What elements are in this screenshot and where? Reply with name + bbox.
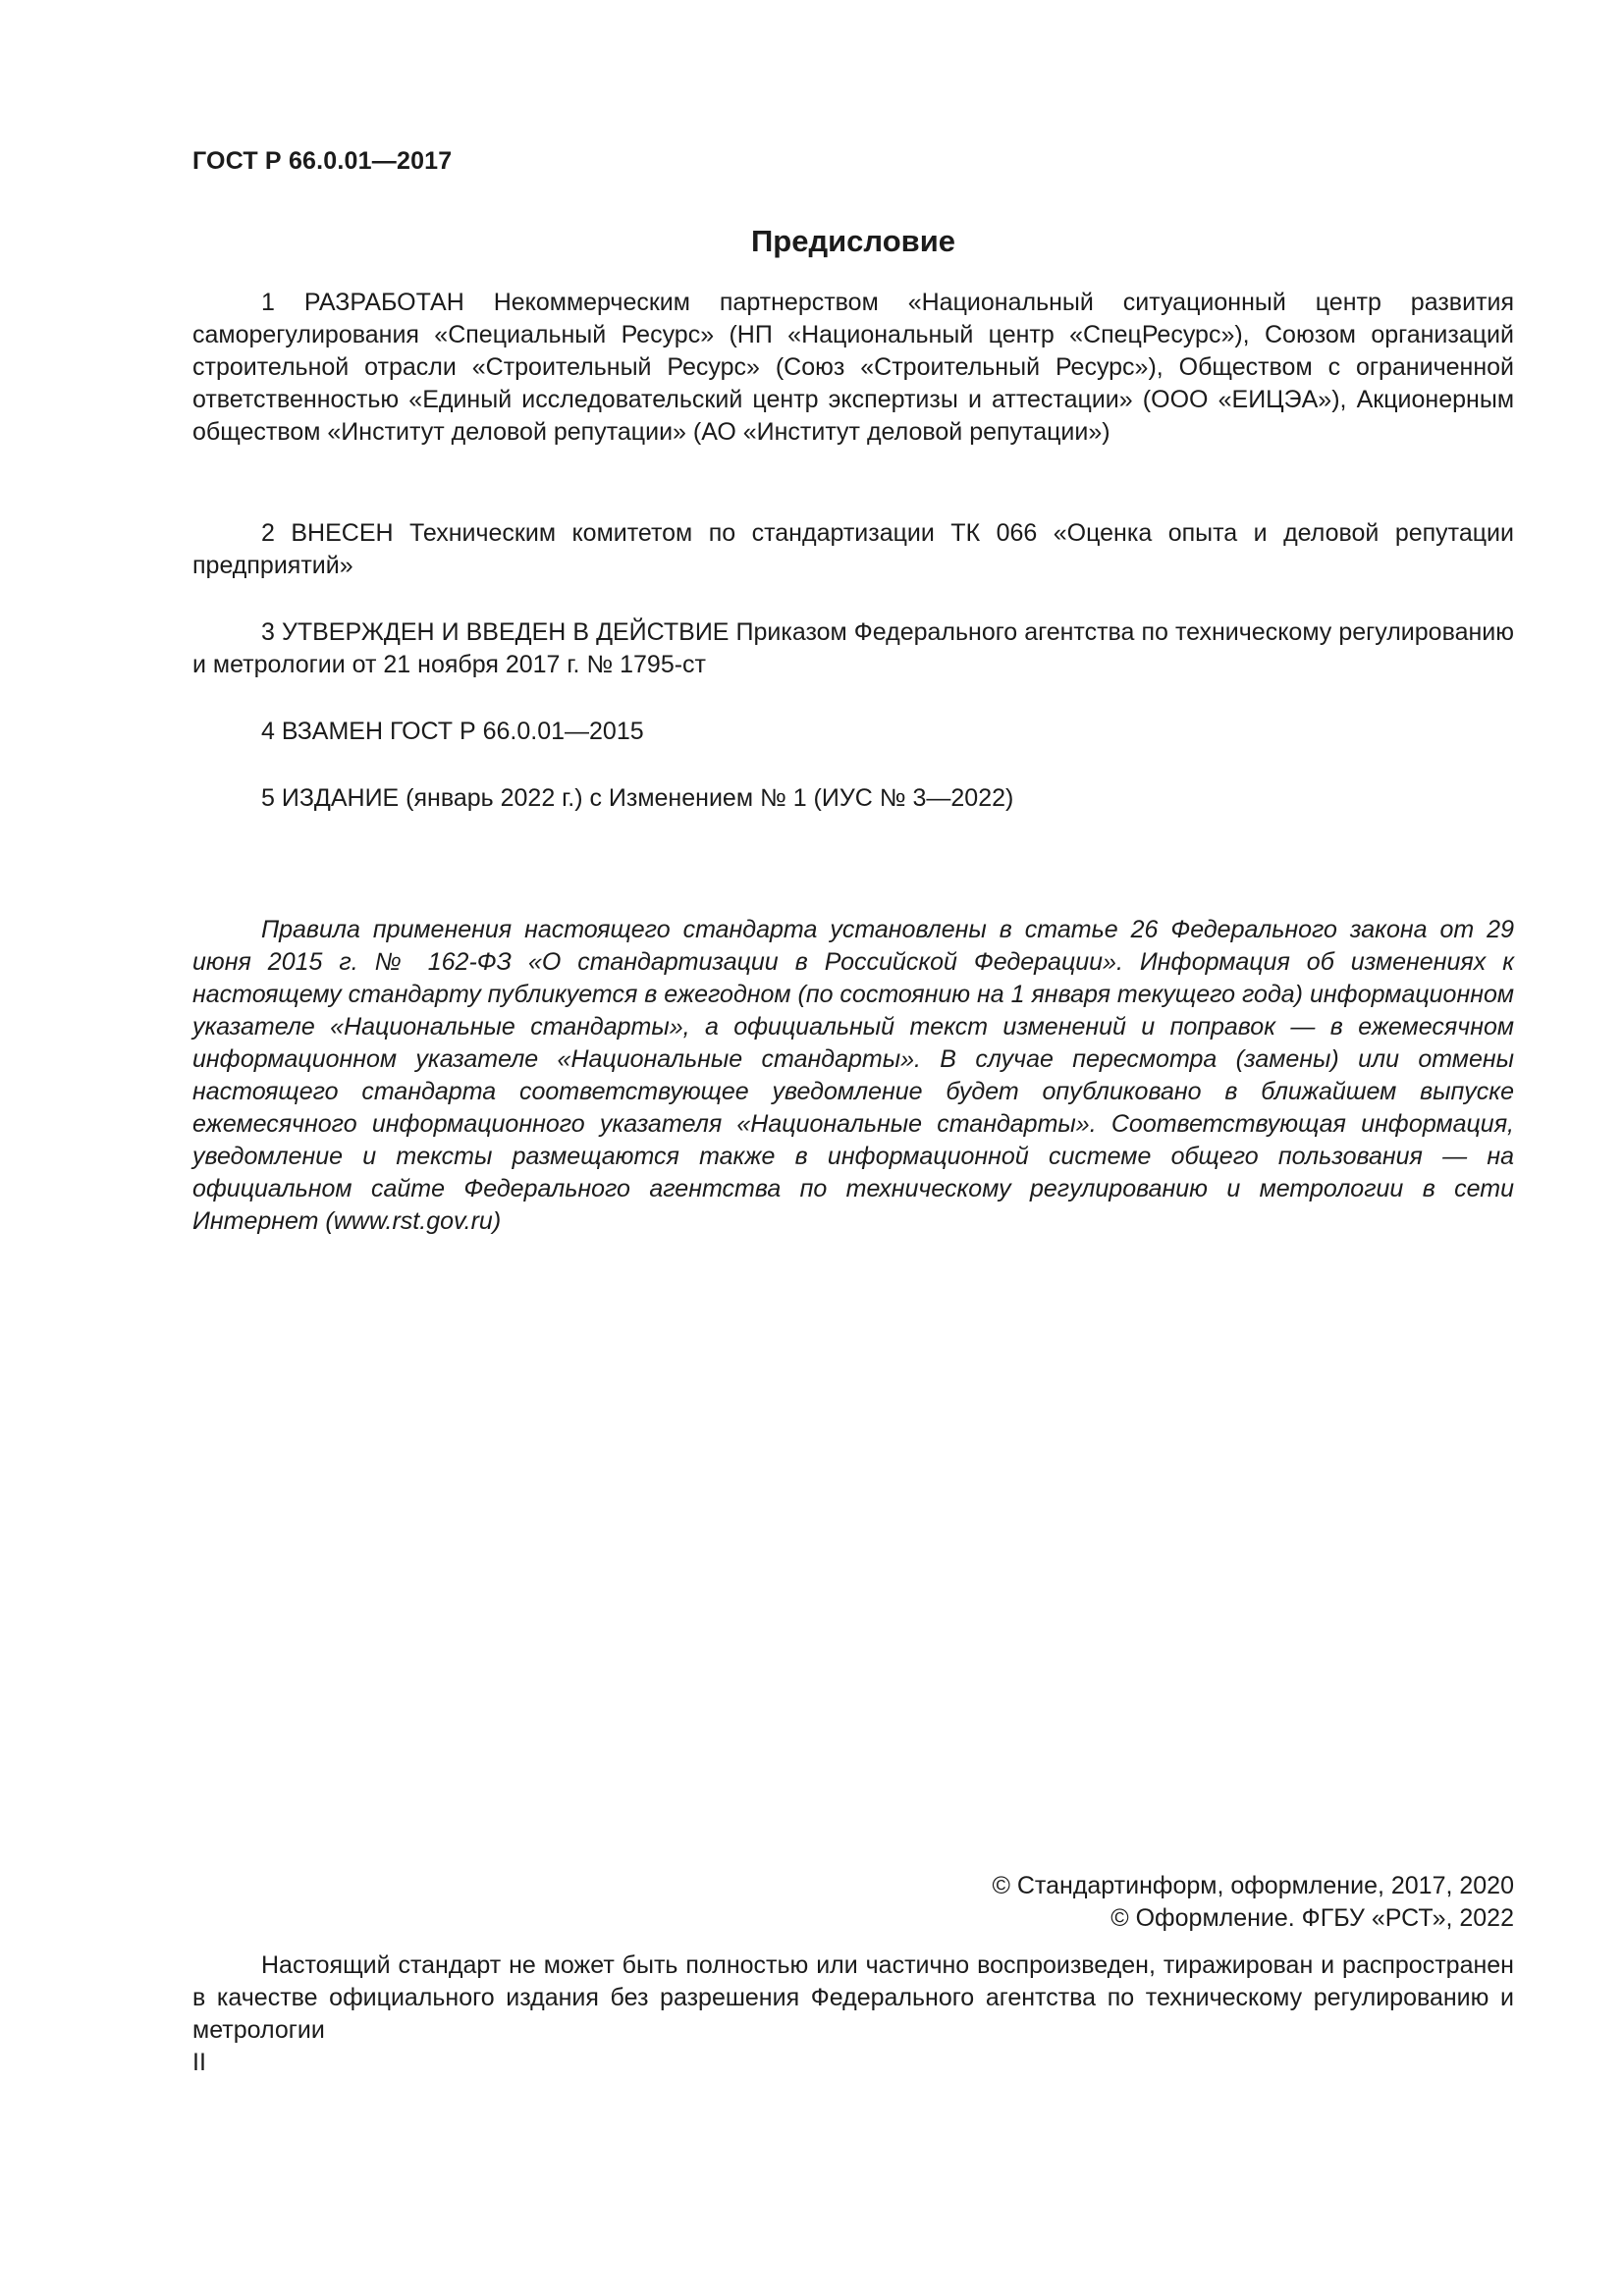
copyright-block — [993, 1870, 1514, 1935]
foreword-item-5: 5 ИЗДАНИЕ (январь 2022 г.) с Изменением № 1 (ИУС № 3—2022) — [261, 784, 1014, 812]
copyright-line-2: © Оформление. ФГБУ «РСТ», 2022 — [1110, 1904, 1514, 1932]
foreword-item-2: 2 ВНЕСЕН Техническим комитетом по стандартизации ТК 066 «Оценка опыта и деловой репутации предприятий» — [192, 519, 1514, 579]
reproduction-notice: Настоящий стандарт не может быть полностью или частично воспроизведен, тиражирован и распространен в качестве официального издания без разрешения Федерального агентства по техническому регулированию и метрологии — [192, 1951, 1514, 2044]
application-rules-paragraph: Правила применения настоящего стандарта установлены в статье 26 Федерального закона от 29 июня 2015 г. № 162-ФЗ «О стандартизации в Российской Федерации». Информация об изменениях к настоящему стандарту публикуется в ежегодном (по состоянию на 1 января текущего года) информационном указателе «Национальные стандарты», а официальный текст изменений и поправок — в ежемесячном информационном указателе «Национальные стандарты». В случае пересмотра (замены) или отмены настоящего стандарта соответствующее уведомление будет опубликовано в ближайшем выпуске ежемесячного информационного указателя «Национальные стандарты». Соответствующая информация, уведомление и тексты размещаются также в информационной системе общего пользования — на официальном сайте Федерального агентства по техническому регулированию и метрологии в сети Интернет (www.rst.gov.ru) — [192, 916, 1515, 1235]
foreword-item-1: 1 РАЗРАБОТАН Некоммерческим партнерством «Национальный ситуационный центр развития саморегулирования «Специальный Ресурс» (НП «Национальный центр «СпецРесурс»), Союзом организаций строительной отрасли «Строительный Ресурс» (Союз «Строительный Ресурс»), Обществом с ограниченной ответственностью «Единый исследовательский центр экспертизы и аттестации» (ООО «ЕИЦЭА»), Акционерным обществом «Институт деловой репутации» (АО «Институт деловой репутации») — [192, 289, 1514, 446]
document-code-header: ГОСТ Р 66.0.01—2017 — [192, 147, 453, 175]
page-number: II — [192, 2049, 206, 2076]
foreword-item-3: 3 УТВЕРЖДЕН И ВВЕДЕН В ДЕЙСТВИЕ Приказом Федерального агентства по техническому регулированию и метрологии от 21 ноября 2017 г. № 1795-ст — [192, 618, 1514, 678]
copyright-line-1: © Стандартинформ, оформление, 2017, 2020 — [992, 1872, 1514, 1899]
foreword-item-4: 4 ВЗАМЕН ГОСТ Р 66.0.01—2015 — [261, 718, 644, 745]
section-title: Предисловие — [750, 224, 955, 258]
